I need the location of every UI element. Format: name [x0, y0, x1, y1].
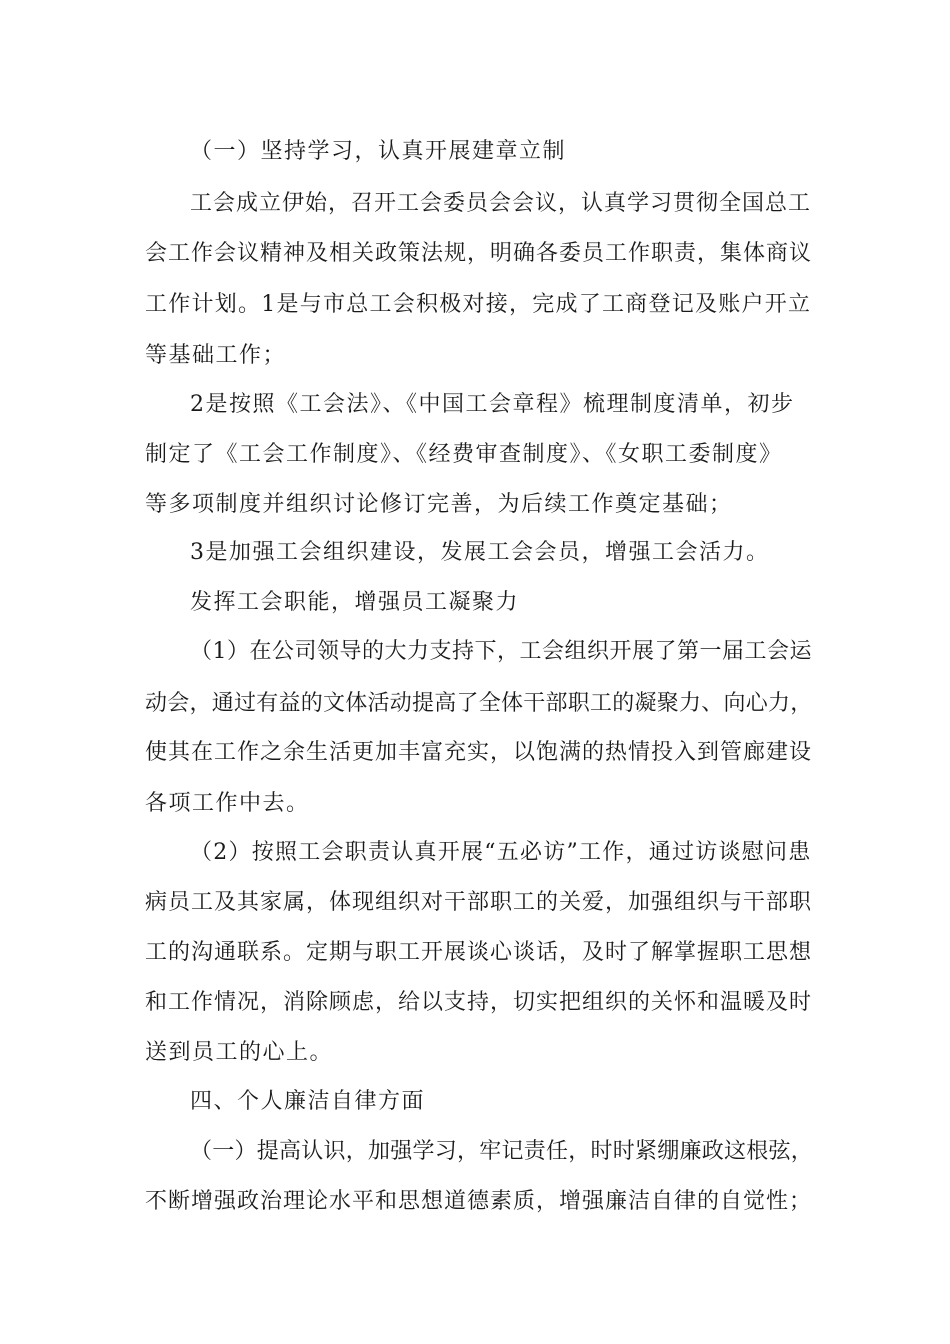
section-heading-line: 发挥工会职能，增强员工凝聚力 [190, 590, 520, 615]
paragraph-line: 使其在工作之余生活更加丰富充实，以饱满的热情投入到管廊建设 [145, 740, 813, 765]
paragraph-line: 工的沟通联系。定期与职工开展谈心谈话，及时了解掌握职工思想 [145, 940, 813, 965]
paragraph-line: 制定了《工会工作制度》、《经费审查制度》、《女职工委制度》 [145, 442, 783, 467]
paragraph-line: 会工作会议精神及相关政策法规，明确各委员工作职责，集体商议 [145, 241, 813, 266]
paragraph-line: 送到员工的心上。 [145, 1040, 334, 1065]
paragraph-line: （2）按照工会职责认真开展“五必访”工作，通过访谈慰问患 [190, 840, 812, 865]
paragraph-line: 病员工及其家属，体现组织对干部职工的关爱，加强组织与干部职 [145, 890, 813, 915]
paragraph-line: 3是加强工会组织建设，发展工会会员，增强工会活力。 [190, 540, 770, 565]
paragraph-line: 各项工作中去。 [145, 791, 310, 816]
paragraph-line: 动会，通过有益的文体活动提高了全体干部职工的凝聚力、向心力， [145, 691, 813, 716]
paragraph-line: （1）在公司领导的大力支持下，工会组织开展了第一届工会运 [190, 639, 812, 664]
paragraph-line: （一）提高认识，加强学习，牢记责任，时时紧绷廉政这根弦， [190, 1139, 814, 1164]
paragraph-line: 和工作情况，消除顾虑，给以支持，切实把组织的关怀和温暖及时 [145, 990, 813, 1015]
section-heading-line: （一）坚持学习，认真开展建章立制 [190, 139, 567, 164]
paragraph-line: 工作计划。1是与市总工会积极对接，完成了工商登记及账户开立 [145, 292, 812, 317]
paragraph-line: 等基础工作； [145, 343, 287, 368]
section-heading-line: 四、个人廉洁自律方面 [190, 1089, 426, 1114]
paragraph-line: 2是按照《工会法》、《中国工会章程》梳理制度清单，初步 [190, 392, 795, 417]
paragraph-line: 不断增强政治理论水平和思想道德素质，增强廉洁自律的自觉性； [145, 1189, 813, 1214]
paragraph-line: 工会成立伊始，召开工会委员会会议，认真学习贯彻全国总工 [190, 191, 812, 216]
paragraph-line: 等多项制度并组织讨论修订完善，为后续工作奠定基础； [145, 492, 733, 517]
